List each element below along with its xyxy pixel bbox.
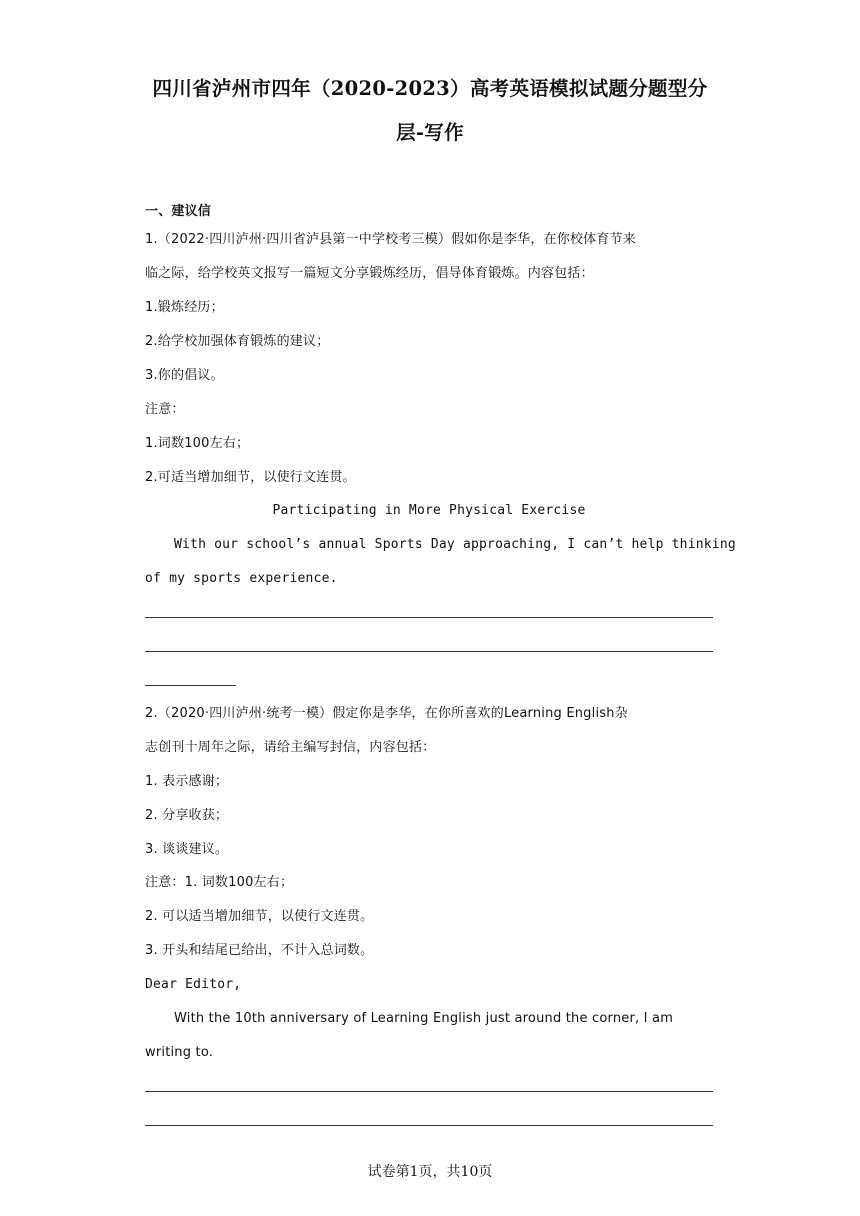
q1-essay-title: Participating in More Physical Exercise — [272, 503, 586, 518]
q2-item-3: 3. 谈谈建议。 — [145, 842, 229, 857]
answer-blank-line — [145, 685, 236, 686]
q2-salutation: Dear Editor, — [145, 977, 242, 992]
answer-blank-line — [145, 651, 713, 652]
q2-item-2: 2. 分享收获； — [145, 808, 229, 823]
q1-item-2: 2.给学校加强体育锻炼的建议； — [145, 334, 330, 349]
q1-note-label: 注意： — [145, 402, 185, 417]
section-heading: 一、建议信 — [145, 204, 212, 219]
q1-stem-line-2: 临之际，给学校英文报写一篇短文分享锻炼经历，倡导体育锻炼。内容包括： — [145, 266, 594, 281]
q1-opening-line-1: With our school’s annual Sports Day approaching, I can’t help thinking — [174, 537, 736, 552]
q1-note-2: 2.可适当增加细节，以使行文连贯。 — [145, 470, 356, 485]
q1-stem-line-1: 1.（2022·四川泸州·四川省泸县第一中学校考三模）假如你是李华，在你校体育节来 — [145, 232, 636, 247]
q1-opening-line-2: of my sports experience. — [145, 571, 338, 586]
q1-item-1: 1.锻炼经历； — [145, 300, 224, 315]
q2-note-2: 2. 可以适当增加细节，以使行文连贯。 — [145, 909, 374, 924]
q1-note-1: 1.词数100左右； — [145, 436, 250, 451]
answer-blank-line — [145, 1125, 713, 1126]
q2-note-3: 3. 开头和结尾已给出，不计入总词数。 — [145, 943, 374, 958]
q2-note-1: 注意：1. 词数100左右； — [145, 875, 294, 890]
answer-blank-line — [145, 1091, 713, 1092]
answer-blank-line — [145, 617, 713, 618]
document-title-line-2: 层-写作 — [396, 121, 464, 144]
page-footer: 试卷第1页，共10页 — [367, 1164, 493, 1180]
document-title-line-1: 四川省泸州市四年（2020-2023）高考英语模拟试题分题型分 — [152, 77, 708, 100]
q2-opening-line-2: writing to. — [145, 1045, 214, 1060]
q2-stem-line-2: 志创刊十周年之际，请给主编写封信，内容包括： — [145, 740, 436, 755]
q2-item-1: 1. 表示感谢； — [145, 774, 229, 789]
q2-stem-line-1: 2.（2020·四川泸州·统考一模）假定你是李华，在你所喜欢的Learning English杂 — [145, 706, 628, 721]
q1-item-3: 3.你的倡议。 — [145, 368, 224, 383]
q2-opening-line-1: With the 10th anniversary of Learning English just around the corner, I am — [174, 1011, 674, 1026]
